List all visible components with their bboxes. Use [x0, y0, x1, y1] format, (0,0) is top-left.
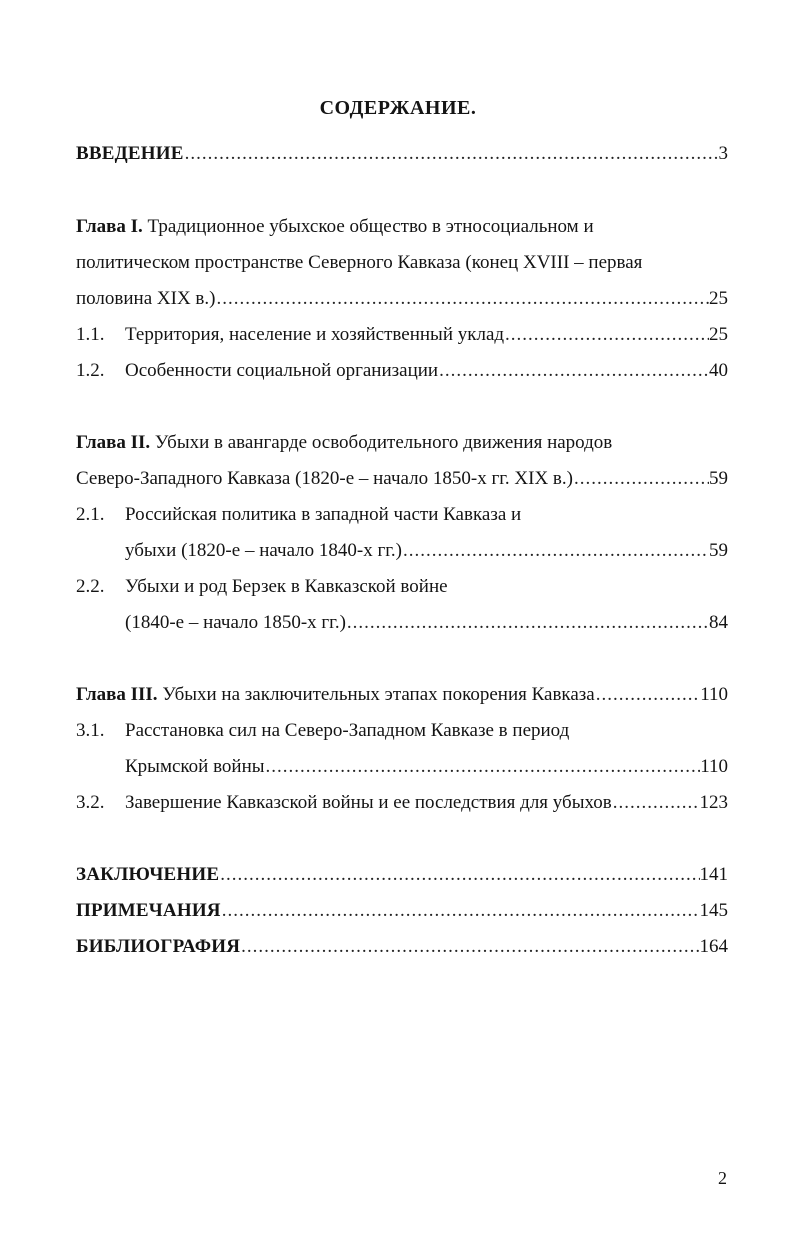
section-number: 1.1.	[76, 324, 105, 345]
toc-entry-notes[interactable]	[76, 899, 728, 923]
chapter-title-line: Убыхи в авангарде освободительного движения народов	[154, 432, 613, 453]
toc-page-number: 25	[709, 288, 728, 309]
chapter-title-line: Северо-Западного Кавказа (1820-е – начало 1850-х гг. XIX в.)	[76, 468, 573, 489]
toc-page-number: 40	[709, 360, 728, 381]
toc-page-number: 141	[699, 864, 728, 885]
page-title: СОДЕРЖАНИЕ.	[319, 97, 477, 119]
chapter-1-heading[interactable]	[76, 215, 594, 239]
leader-dots	[573, 467, 709, 491]
leader-dots	[219, 863, 699, 887]
leader-dots	[402, 539, 709, 563]
section-number: 2.1.	[76, 504, 105, 525]
toc-page-number: 59	[709, 468, 728, 489]
toc-entry-section-2-1[interactable]	[125, 539, 728, 563]
toc-entry-label: ВВЕДЕНИЕ	[76, 143, 184, 164]
toc-page-number: 110	[700, 684, 728, 705]
toc-page-number: 3	[718, 143, 728, 164]
toc-entry-chapter-2[interactable]	[76, 467, 728, 491]
toc-entry-section-3-1[interactable]	[125, 755, 728, 779]
chapter-title-line: Убыхи на заключительных этапах покорения Кавказа	[162, 684, 595, 705]
toc-entry-section-2-2[interactable]	[125, 611, 728, 635]
toc-entry-conclusion[interactable]	[76, 863, 728, 887]
chapter-title-line: половина XIX в.)	[76, 288, 216, 309]
section-title-continued: (1840-е – начало 1850-х гг.)	[125, 612, 346, 633]
toc-entry-chapter-3[interactable]	[76, 683, 728, 707]
section-number: 3.1.	[76, 720, 105, 741]
leader-dots	[265, 755, 701, 779]
toc-entry-section-2-1-line-1[interactable]	[76, 503, 521, 527]
leader-dots	[595, 683, 700, 707]
chapter-1-title-line-2: политическом пространстве Северного Кавказа (конец XVIII – первая	[76, 252, 643, 273]
toc-entry-label: ЗАКЛЮЧЕНИЕ	[76, 864, 220, 885]
section-title-continued: убыхи (1820-е – начало 1840-х гг.)	[125, 540, 403, 561]
toc-entry-section-1-1[interactable]	[76, 323, 728, 347]
chapter-title-line: Традиционное убыхское общество в этносоциальном и	[147, 216, 594, 237]
section-number: 3.2.	[76, 792, 105, 813]
toc-entry-section-1-2[interactable]	[76, 359, 728, 383]
section-title: Российская политика в западной части Кавказа и	[125, 504, 522, 525]
toc-entry-section-2-2-line-1[interactable]	[76, 575, 448, 599]
toc-page-number: 110	[700, 756, 728, 777]
toc-entry-bibliography[interactable]	[76, 935, 728, 959]
toc-page-number: 59	[709, 540, 728, 561]
section-title-continued: Крымской войны	[125, 756, 265, 777]
section-title: Завершение Кавказской войны и ее последствия для убыхов	[125, 792, 612, 813]
section-title: Особенности социальной организации	[125, 360, 439, 381]
leader-dots	[240, 935, 699, 959]
leader-dots	[612, 791, 700, 815]
leader-dots	[438, 359, 709, 383]
section-title: Убыхи и род Берзек в Кавказской войне	[125, 576, 448, 597]
toc-entry-chapter-1[interactable]	[76, 287, 728, 311]
page-number: 2	[718, 1168, 727, 1188]
leader-dots	[346, 611, 709, 635]
section-number: 1.2.	[76, 360, 105, 381]
toc-entry-section-3-1-line-1[interactable]	[76, 719, 569, 743]
toc-page-number: 25	[709, 324, 728, 345]
toc-entry-section-3-2[interactable]	[76, 791, 728, 815]
leader-dots	[504, 323, 709, 347]
chapter-label: Глава II.	[76, 432, 151, 453]
toc-page-number: 123	[699, 792, 728, 813]
section-title: Территория, население и хозяйственный уклад	[125, 324, 505, 345]
leader-dots	[215, 287, 709, 311]
section-title: Расстановка сил на Северо-Западном Кавказе в период	[125, 720, 570, 741]
chapter-heading	[76, 683, 595, 707]
toc-entry-introduction[interactable]	[76, 142, 728, 166]
chapter-label: Глава III.	[76, 684, 158, 705]
chapter-label: Глава I.	[76, 216, 143, 237]
toc-page-number: 164	[699, 936, 728, 957]
toc-page-number: 84	[709, 612, 728, 633]
section-number: 2.2.	[76, 576, 105, 597]
chapter-2-heading[interactable]	[76, 431, 612, 455]
leader-dots	[221, 899, 700, 923]
leader-dots	[184, 142, 719, 166]
toc-entry-label: БИБЛИОГРАФИЯ	[76, 936, 241, 957]
toc-entry-label: ПРИМЕЧАНИЯ	[76, 900, 221, 921]
toc-page-number: 145	[699, 900, 728, 921]
